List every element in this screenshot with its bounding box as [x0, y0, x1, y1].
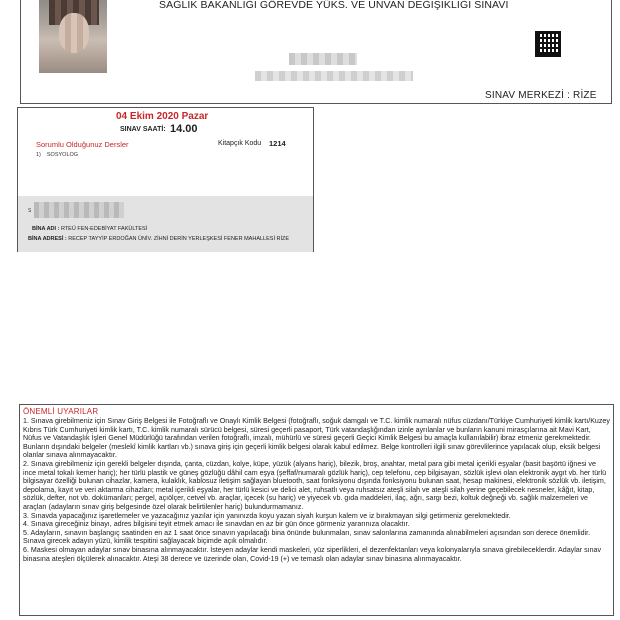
warning-item-5: 5. Adayların, sınavın başlangıç saatinden en az 1 saat önce sınavın yapılacağı bina önünde bulunmaları, sınav salonlarına zamanında alınabilmeleri açısından son derece önemlidir. Sınava girecek adayın yüzü, kimlik tespitini sağlayacak biçimde açık olmalıdır. [23, 528, 591, 546]
building-name: RTEÜ FEN-EDEBİYAT FAKÜLTESİ [60, 226, 148, 232]
session-box [17, 107, 314, 252]
courses-title: Sorumlu Olduğunuz Dersler [36, 140, 129, 149]
course-item [36, 152, 84, 158]
info-panel [18, 196, 313, 252]
warning-item-4: 4. Sınava gireceğiniz binayı, adres bilgisini teyit etmek amacı ile sınavdan en az bir gün önce görmeniz yararınıza olacaktır. [23, 520, 410, 529]
warning-item-1: 1. Sınava girebilmeniz için Sınav Giriş Belgesi ile Fotoğraflı ve Onaylı Kimlik Belgesi (fotoğraflı, soğuk damgalı ve T.C. kimlik numaralı nüfus cüzdanı/Türkiye Cumhuriyeti kimlik kartı/Kuzey Kıbrıs Türk Cumhuriyeti kimlik kartı, T.C. kimlik numaralı sürücü belgesi, süresi geçerli pasaport, Türk vatandaşlığından izinle ayrılanlar ve bunların kanuni mirasçılarına ait Mavi Kart, Nüfus ve Vatandaşlık İşleri Genel Müdürlüğü tarafından verilen fotoğraflı, imzalı, mühürlü ve süresi geçerli Geçici Kimlik Belgesi bu amaçla kullanılabilir) ibraz etmeniz gerekmektedir. Bunların dışındaki belgeler (meslekî kimlik kartları vb.) sınava giriş için geçerli kimlik belgesi olarak kabul edilmez. Belge kontrolleri ilgili sınav görevlilerince yapılacak olup, eksik belgesi olanlar sınava alınmayacaktır. [23, 417, 610, 460]
session-date: 04 Ekim 2020 Pazar [116, 111, 209, 122]
warning-item-6: 6. Maskesi olmayan adaylar sınav binasına alınmayacaktır. İsteyen adaylar kendi maskeleri, yüz siperlikleri, el dezenfektanları veya kolonyalarıyla sınava girebileceklerdir. Adaylar sınav binasına ateşleri ölçülerek alınacaktır. Ateşi 38 derece ve üzerinde olan, Covid-19 (+) ve temaslı olan adaylar sınav binasına alınmayacaktır. [23, 545, 602, 563]
exam-title: SAĞLIK BAKANLIĞI GÖREVDE YÜKS. VE UNVAN DEĞİŞİKLİĞİ SINAVI [159, 0, 509, 11]
info-prefix: S [28, 208, 32, 214]
warning-item-2: 2. Sınava girebilmeniz için gerekli belgeler dışında, çanta, cüzdan, kolye, küpe, yüzük (alyans hariç), bilezik, broş, anahtar, metal para gibi metal içerikli eşyalar (basit başörtü iğnesi ve ince metal tokalı kemer hariç); her türlü plastik ve güneş gözlüğü dâhil cam eşya (şeffaf/numaralı gözlük hariç), cep telefonu, cep bilgisayarı, sözlük işlevi olan elektronik aygıt vb. her türlü bilgisayar özelliği bulunan cihazlar, kamera, kulaklık, kablosuz iletişim sağlayan bluetooth, saat fonksiyonu dışında fonksiyonu bulunan saat, hesap makinesi, elektronik sözlük vb. iletişim, depolama, kayıt ve veri aktarma cihazları; metal içerikli eşyalar, her türlü kesici ve delici alet, ruhsatlı veya ruhsatsız ateşli silah ve ateşli silah yerine geçebilecek nesneler, kâğıt, kitap, sözlük, defter, not vb. dokümanları; pergel, açıölçer, cetvel vb. araçlar, içecek (su hariç) ve yiyecek vb. gıda maddeleri, ilaç, ağrı, sargı bezi, koltuk değneği vb. sağlık malzemeleri ve araçları (adayların sınav giriş belgesinde özel olarak belirtilenler hariç) bulundurmamanız. [23, 459, 607, 511]
header-box [20, 0, 612, 104]
course-name: SOSYOLOG [46, 152, 79, 158]
exam-center: SINAV MERKEZİ : RİZE [485, 90, 597, 101]
building-address: RECEP TAYYİP ERDOĞAN ÜNİV. ZİHNİ DERİN YERLEŞKESİ FENER MAHALLESİ RİZE [68, 236, 290, 242]
qr-code-icon [535, 31, 561, 57]
candidate-photo [39, 0, 107, 73]
building-label: BİNA ADI : [32, 226, 60, 232]
redacted-info [34, 202, 124, 218]
warnings-box [19, 404, 614, 616]
booklet-label: Kitapçık Kodu [218, 140, 262, 147]
session-time-label: SINAV SAATİ: [120, 126, 166, 133]
course-number: 1) [36, 152, 41, 158]
redacted-id [255, 71, 413, 81]
booklet-code: 1214 [269, 139, 286, 148]
photo-face-blur [59, 13, 89, 53]
redacted-name [289, 53, 357, 65]
warnings-title: ÖNEMLİ UYARILAR [23, 407, 99, 416]
building-row [32, 226, 147, 232]
warning-item-3: 3. Sınavda yapacağınız işaretlemeler ve yazacağınız yazılar için yanınızda koyu yazan siyah kurşun kalem ve iz bırakmayan silgi getirmeniz gerekmektedir. [23, 511, 511, 520]
address-row [28, 236, 308, 243]
address-label: BİNA ADRESİ : [28, 236, 67, 242]
session-time: 14.00 [170, 123, 198, 135]
